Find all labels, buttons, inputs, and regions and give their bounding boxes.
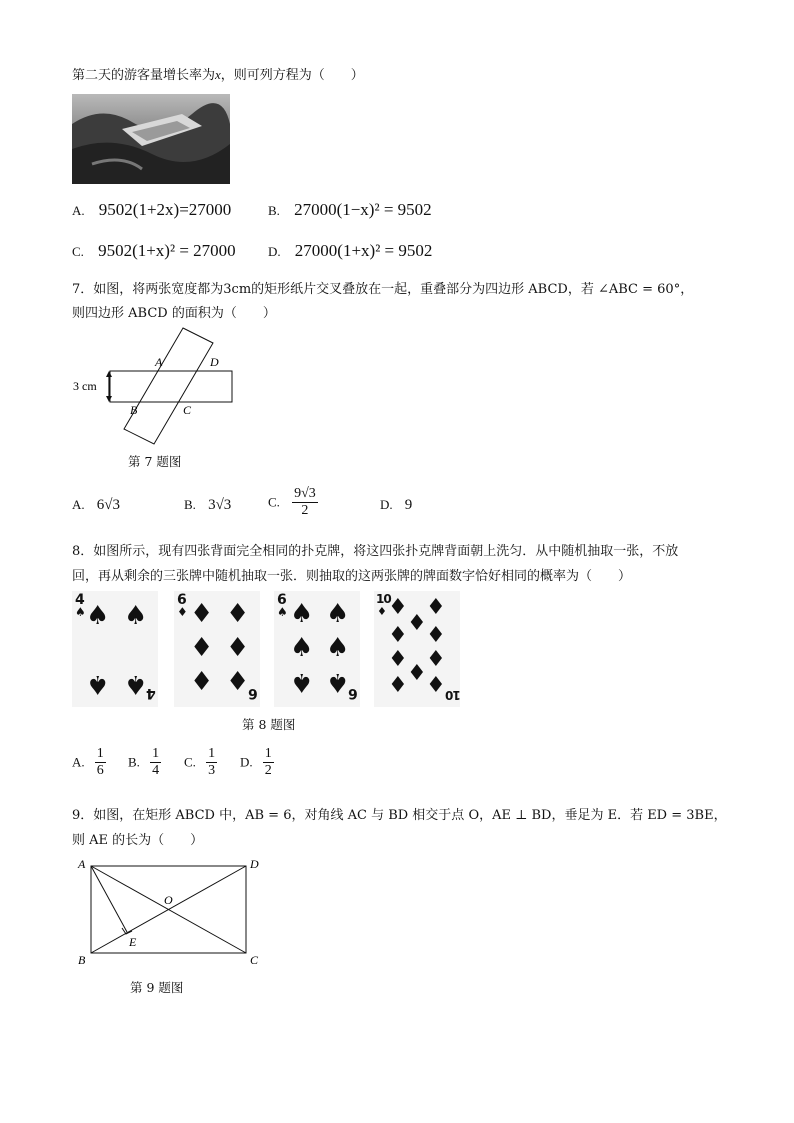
point-o-label: O <box>164 893 173 907</box>
q9-caption: 第 9 题图 <box>130 980 184 995</box>
diamond-icon: ♦ <box>190 633 214 663</box>
point-b-label: B <box>78 953 86 967</box>
spade-icon: ♠ <box>326 667 350 697</box>
spade-icon: ♠ <box>326 633 350 663</box>
spade-icon: ♠ <box>124 669 148 699</box>
diamond-icon: ♦ <box>426 595 446 620</box>
diamond-icon: ♦ <box>426 673 446 698</box>
spade-icon: ♠ <box>326 599 350 629</box>
q7-option-c[interactable]: C. $\frac{9√3}{2}$ <box>268 486 316 519</box>
spade-icon: ♠ <box>290 599 314 629</box>
point-c-label: C <box>183 403 192 417</box>
point-e-label: E <box>129 935 137 949</box>
q6-option-d[interactable]: D. 27000(1+x)² = 9502 <box>268 241 433 260</box>
q7-option-d[interactable]: D. 9 <box>380 497 413 513</box>
diamond-icon: ♦ <box>226 633 250 663</box>
q7-c-denominator: 2 <box>301 503 309 519</box>
q7-option-a[interactable]: A. 6√3 <box>72 497 121 513</box>
spade-icon: ♠ <box>86 669 110 699</box>
q7-option-b[interactable]: B. 3√3 <box>184 497 232 513</box>
diamond-icon: ♦ <box>426 647 446 672</box>
point-b-label: B <box>130 403 138 417</box>
q9-figure <box>72 852 272 970</box>
q7-stem-line2: 则四边形 ABCD 的面积为（ ） <box>72 306 276 321</box>
q6-option-a[interactable]: A. 9502(1+2x)=27000 <box>72 200 232 219</box>
card-4-spades: 4 ♠ ♠ ♠ ♠ ♠ 4 <box>72 591 158 707</box>
q6-stem: 第二天的游客量增长率为x，则可列方程为（ ） <box>72 67 364 83</box>
q8-stem-line1: 8．如图所示，现有四张背面完全相同的扑克牌，将这四张扑克牌背面朝上洗匀．从中随机抽取一张，不放 <box>72 544 679 559</box>
diamond-icon: ♦ <box>177 605 188 619</box>
diamond-icon: ♦ <box>388 673 408 698</box>
q8-option-d[interactable]: D. $\frac{1}{2}$ <box>240 746 272 779</box>
diamond-icon: ♦ <box>388 623 408 648</box>
diamond-icon: ♦ <box>226 667 250 697</box>
q7-stem-line1: 7．如图，将两张宽度都为3cm的矩形纸片交叉叠放在一起，重叠部分为四边形 ABCD，若 ∠ABC = 60°， <box>72 282 694 297</box>
q8-option-c[interactable]: C. $\frac{1}{3}$ <box>184 746 216 779</box>
q7-caption: 第 7 题图 <box>128 454 182 469</box>
spade-icon: ♠ <box>86 601 110 631</box>
q9-stem-line2: 则 AE 的长为（ ） <box>72 833 204 848</box>
q8-option-a[interactable]: A. $\frac{1}{6}$ <box>72 746 104 779</box>
diamond-icon: ♦ <box>407 611 427 636</box>
diamond-icon: ♦ <box>377 605 387 618</box>
point-d-label: D <box>250 857 259 871</box>
q7-c-numerator: 9√3 <box>292 486 318 503</box>
scenic-photo <box>72 94 230 184</box>
spade-icon: ♠ <box>75 605 86 619</box>
card-6-diamonds: 6 ♦ ♦ ♦ ♦ ♦ ♦ ♦ 6 <box>174 591 260 707</box>
point-a-label: A <box>78 857 86 871</box>
point-a-label: A <box>155 355 163 369</box>
card-6-spades: 6 ♠ ♠ ♠ ♠ ♠ ♠ ♠ 6 <box>274 591 360 707</box>
q8-option-b[interactable]: B. $\frac{1}{4}$ <box>128 746 160 779</box>
diamond-icon: ♦ <box>190 667 214 697</box>
diamond-icon: ♦ <box>388 647 408 672</box>
q7-figure <box>70 326 245 446</box>
diamond-icon: ♦ <box>407 661 427 686</box>
q6-option-b[interactable]: B. 27000(1−x)² = 9502 <box>268 200 432 219</box>
spade-icon: ♠ <box>290 667 314 697</box>
diamond-icon: ♦ <box>226 599 250 629</box>
diamond-icon: ♦ <box>426 623 446 648</box>
q9-stem-line1: 9．如图，在矩形 ABCD 中，AB = 6，对角线 AC 与 BD 相交于点 O，AE ⊥ BD，垂足为 E．若 ED = 3BE， <box>72 808 727 823</box>
diamond-icon: ♦ <box>388 595 408 620</box>
diamond-icon: ♦ <box>190 599 214 629</box>
point-d-label: D <box>210 355 219 369</box>
width-label: 3 cm <box>73 379 97 393</box>
q6-option-c[interactable]: C. 9502(1+x)² = 27000 <box>72 241 236 260</box>
q8-stem-line2: 回，再从剩余的三张牌中随机抽取一张．则抽取的这两张牌的牌面数字恰好相同的概率为（ ） <box>72 569 632 584</box>
point-c-label: C <box>250 953 259 967</box>
spade-icon: ♠ <box>277 605 288 619</box>
q8-caption: 第 8 题图 <box>242 717 296 732</box>
card-10-diamonds: 10 ♦ ♦ ♦ ♦ ♦ ♦ ♦ ♦ ♦ ♦ ♦ 10 <box>374 591 460 707</box>
spade-icon: ♠ <box>290 633 314 663</box>
spade-icon: ♠ <box>124 601 148 631</box>
